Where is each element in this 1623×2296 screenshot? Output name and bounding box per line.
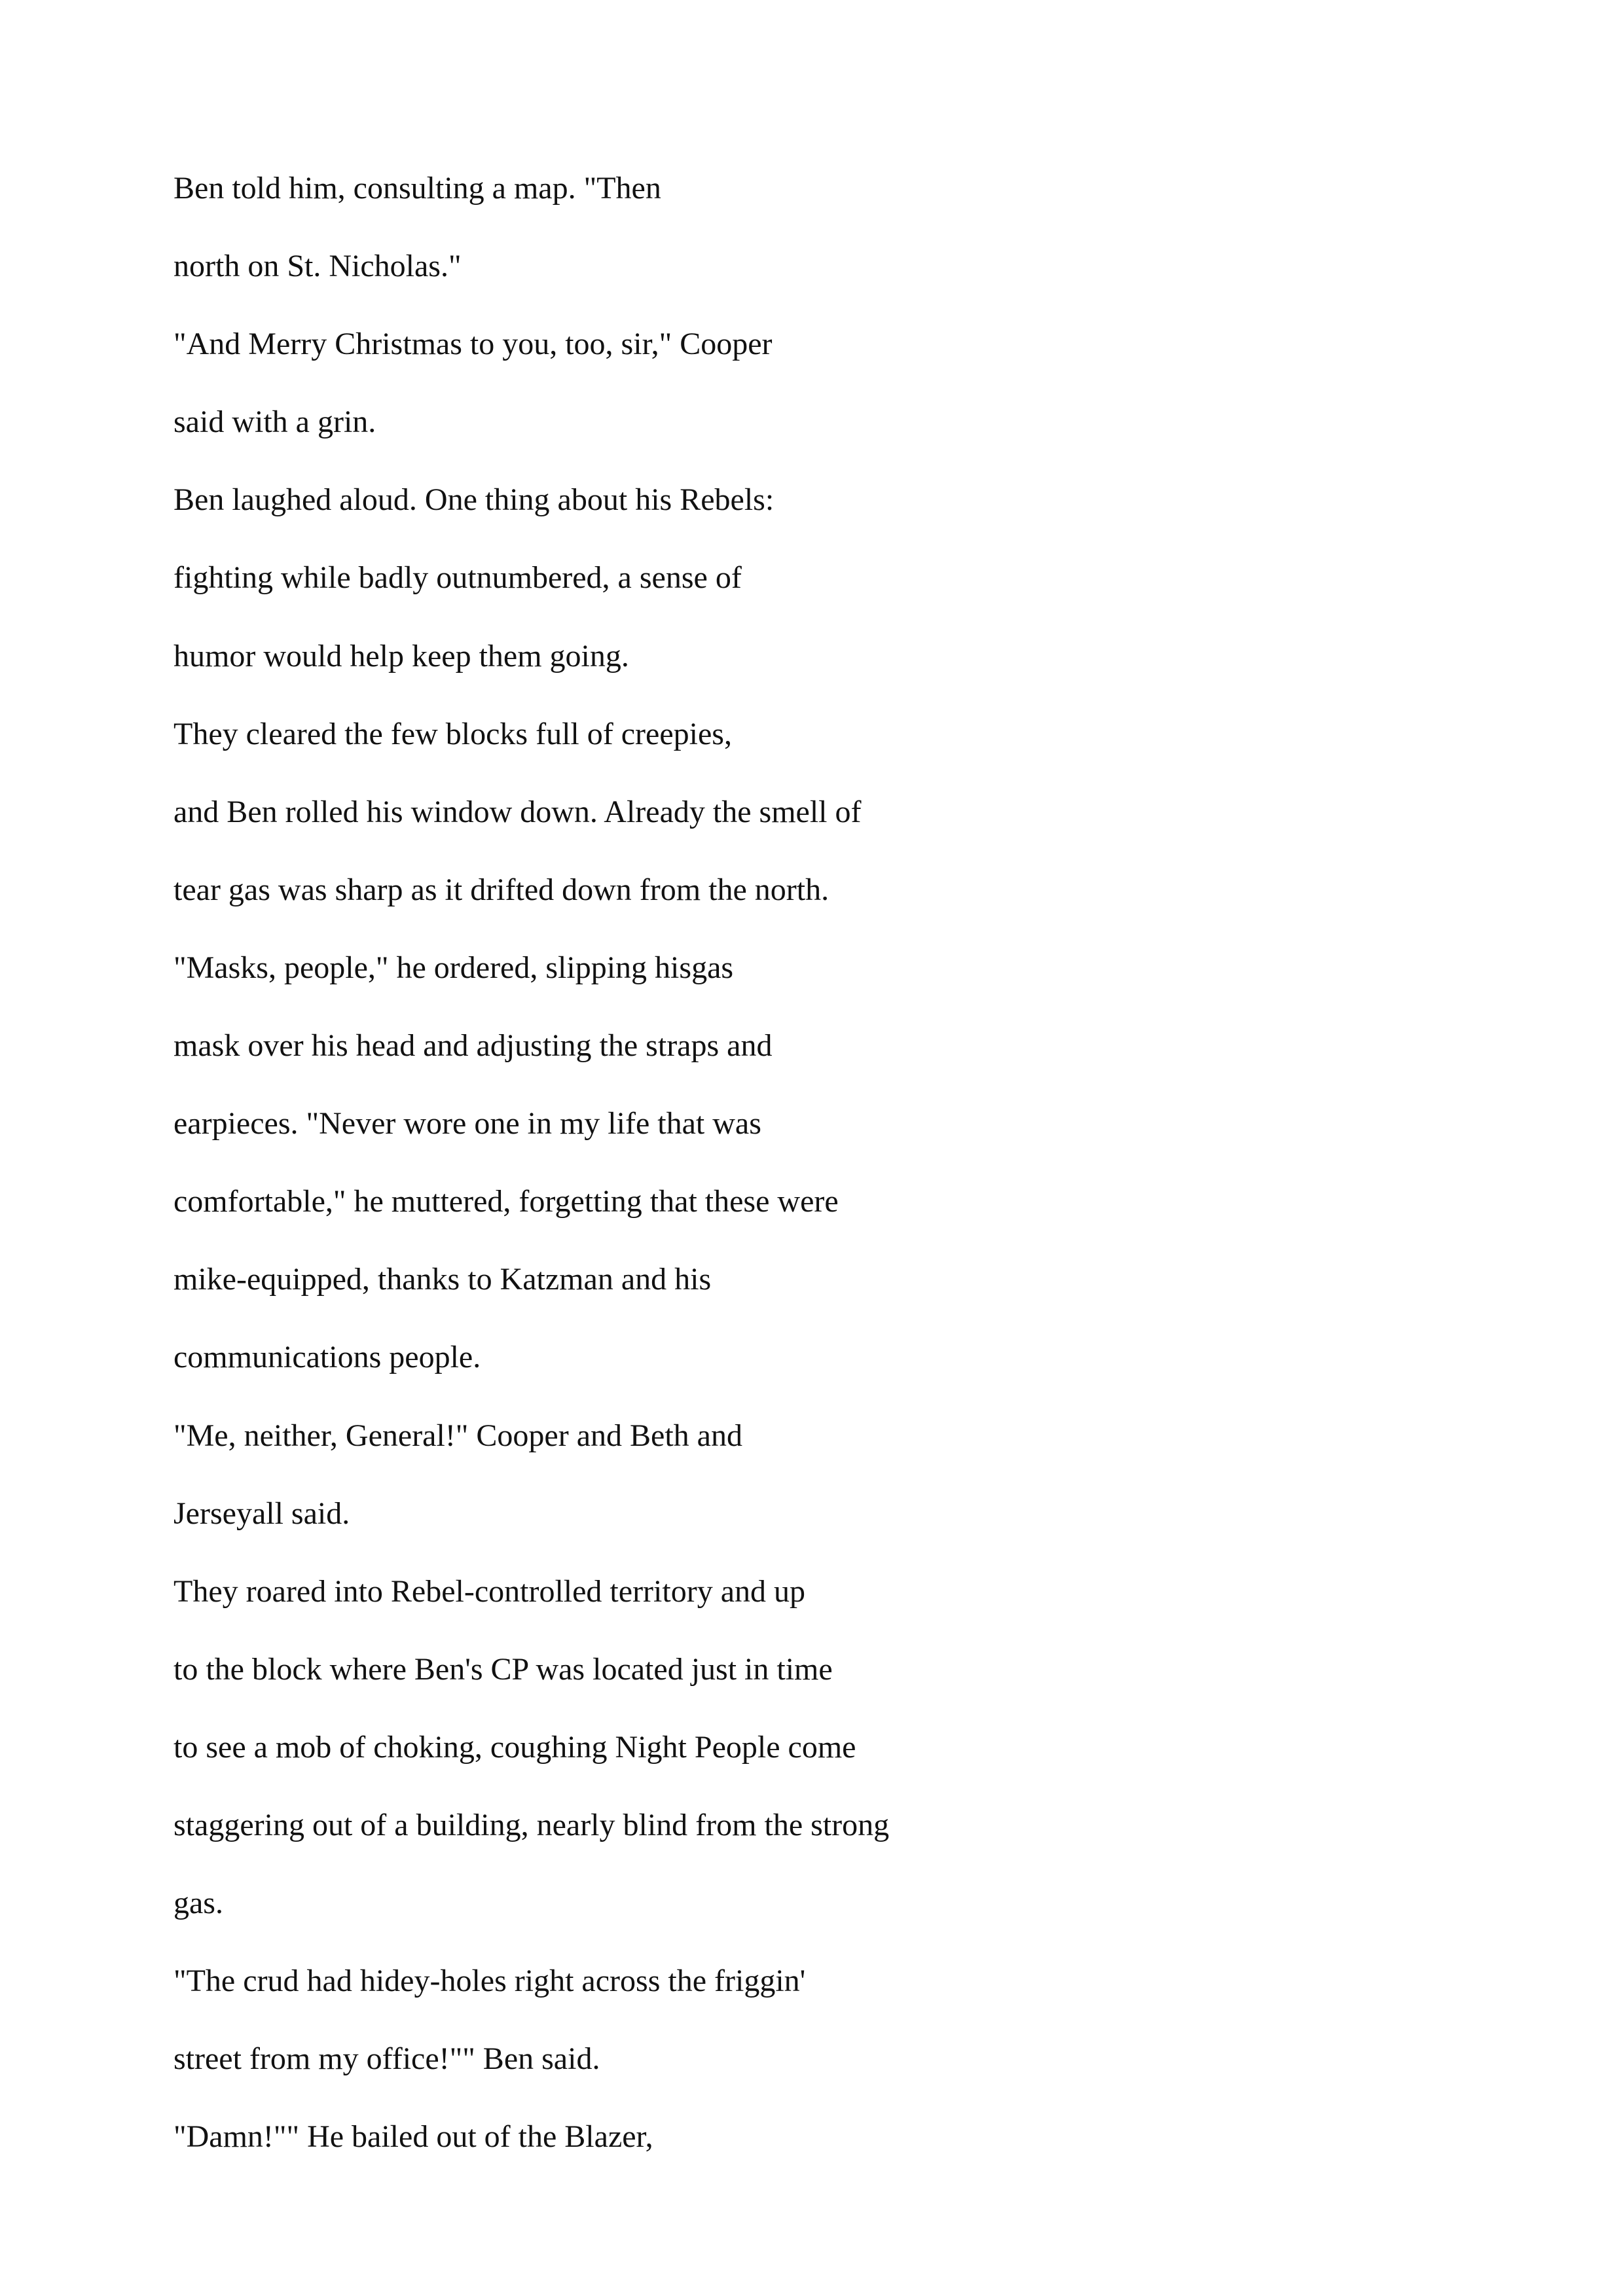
text-line-5: Ben laughed aloud. One thing about his Rebels: [173, 482, 775, 518]
text-line-9: and Ben rolled his window down. Already the smell of [173, 794, 862, 829]
text-line-14: comfortable," he muttered, forgetting that these were [173, 1184, 839, 1219]
text-body [173, 149, 1483, 2176]
text-line-13: earpieces. "Never wore one in my life that was [173, 1106, 761, 1141]
text-line-1: Ben told him, consulting a map. "Then [173, 171, 661, 206]
text-line-8: They cleared the few blocks full of creepies, [173, 716, 732, 751]
text-line-16: communications people. [173, 1340, 481, 1375]
text-line-22: staggering out of a building, nearly blind from the strong [173, 1807, 890, 1842]
text-line-4: said with a grin. [173, 404, 376, 440]
text-line-11: "Masks, people," he ordered, slipping hisgas [173, 950, 734, 985]
text-line-18: Jerseyall said. [173, 1496, 350, 1531]
text-line-23: gas. [173, 1886, 223, 1921]
text-line-12: mask over his head and adjusting the straps and [173, 1028, 773, 1064]
text-line-3: "And Merry Christmas to you, too, sir," Cooper [173, 327, 773, 362]
text-line-17: "Me, neither, General!" Cooper and Beth and [173, 1418, 742, 1453]
text-line-10: tear gas was sharp as it drifted down from the north. [173, 872, 830, 907]
text-line-19: They roared into Rebel-controlled territory and up [173, 1573, 805, 1609]
text-line-20: to the block where Ben's CP was located just in time [173, 1651, 833, 1687]
text-line-15: mike-equipped, thanks to Katzman and his [173, 1262, 712, 1297]
text-line-24: "The crud had hidey-holes right across the friggin' [173, 1964, 806, 1999]
text-line-2: north on St. Nicholas." [173, 249, 462, 284]
text-line-6: fighting while badly outnumbered, a sense of [173, 560, 742, 596]
text-line-26: "Damn!"" He bailed out of the Blazer, [173, 2119, 653, 2155]
text-line-21: to see a mob of choking, coughing Night People come [173, 1729, 856, 1765]
text-line-7: humor would help keep them going. [173, 638, 629, 673]
text-line-25: street from my office!"" Ben said. [173, 2041, 600, 2077]
